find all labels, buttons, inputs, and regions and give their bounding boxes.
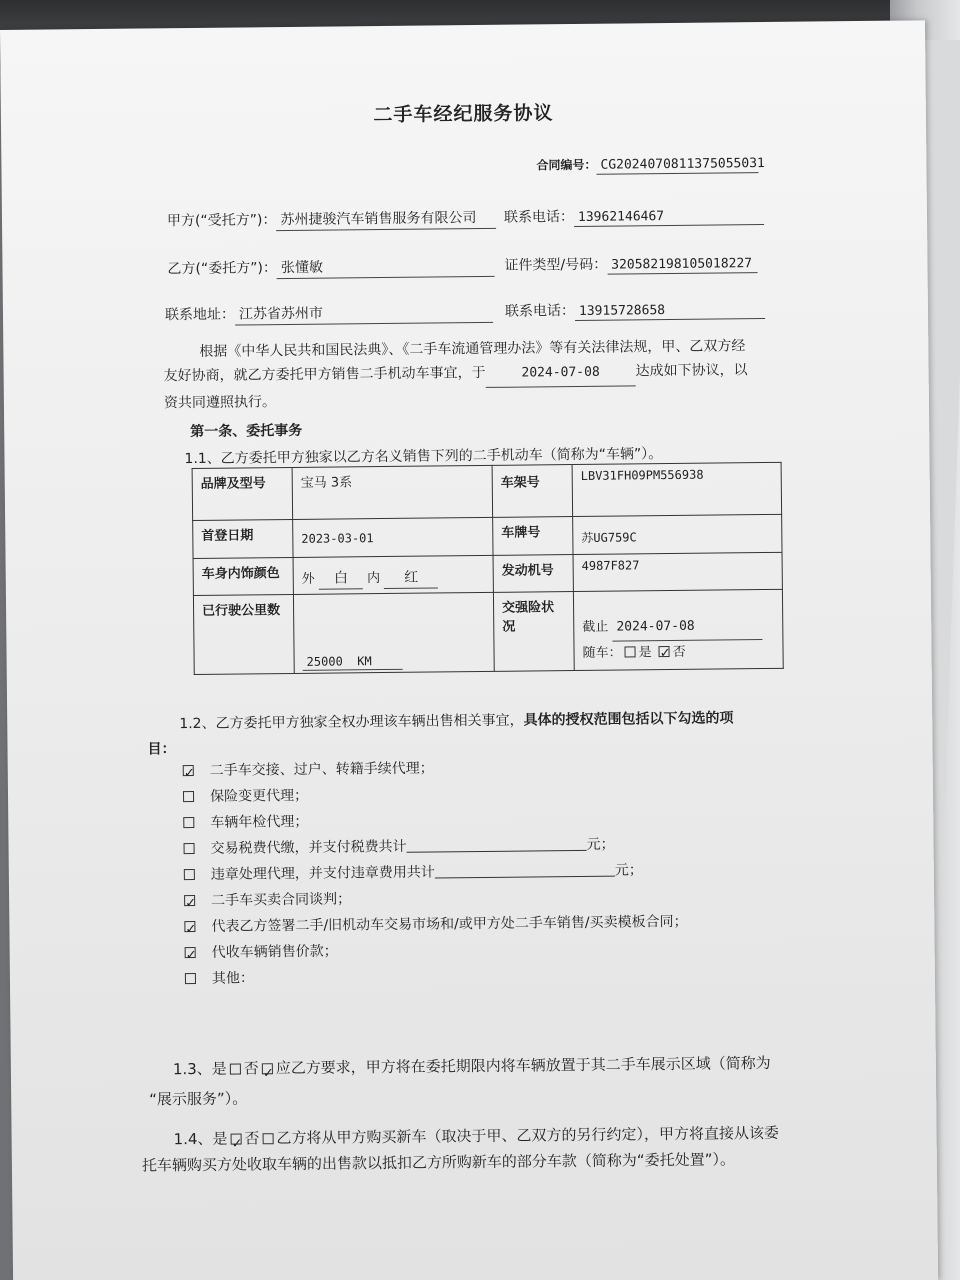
party-b-row [167, 255, 495, 280]
contract-number-value: CG2024070811375055031 [596, 156, 758, 175]
clause-1-1: 1.1、乙方委托甲方独家以乙方名义销售下列的二手机动车（简称为“车辆”）。 [184, 446, 663, 468]
insurance-until-label: 截止 [582, 619, 609, 635]
party-b-label: 乙方(“委托方”)： [167, 260, 278, 278]
color-in-value: 红 [384, 566, 438, 589]
insurance-cell [573, 589, 783, 670]
clause-1-2 [179, 706, 799, 736]
id-number: 320582198105018227 [607, 256, 757, 275]
clause-1-2-line2: 目： [147, 741, 176, 758]
authorization-checkbox[interactable] [185, 973, 196, 984]
insurance-label: 交强险状况 [493, 592, 574, 672]
with-car-yes-label: 是 [638, 645, 652, 661]
party-b-phone: 13915728658 [575, 302, 765, 321]
plate-label: 车牌号 [493, 517, 573, 556]
authorization-label: 代收车辆销售价款； [211, 943, 338, 961]
with-car-no-checkbox[interactable] [659, 646, 670, 657]
mileage-value [303, 654, 403, 671]
color-out-label: 外 [301, 571, 315, 587]
document-title: 二手车经纪服务协议 [373, 102, 554, 127]
amount-unit: 元； [614, 862, 643, 879]
mileage-unit: KM [357, 654, 372, 669]
authorization-checkbox[interactable] [183, 817, 194, 828]
clause-1-4-yes-label: 1.4、是 [173, 1129, 228, 1149]
authorization-label: 二手车交接、过户、转籍手续代理； [209, 760, 434, 779]
clause-1-3-line2: “展示服务”）。 [149, 1089, 248, 1109]
authorization-checkbox[interactable] [184, 843, 195, 854]
authorization-checkbox[interactable] [185, 947, 196, 958]
authorization-label: 其他： [211, 970, 255, 987]
preamble-text-b: 达成如下协议，以 [635, 362, 748, 380]
id-label: 证件类型/号码： [504, 256, 608, 274]
brand-value: 宝马 3系 [292, 465, 493, 519]
with-car-row [582, 640, 774, 666]
clause-1-3 [173, 1047, 833, 1084]
preamble-text-a: 友好协商，就乙方委托甲方销售二手机动车事宜，于 [163, 364, 486, 385]
clause-1-3-text: 应乙方要求，甲方将在委托期限内将车辆放置于其二手车展示区域（简称为 [275, 1053, 771, 1078]
address-label: 联系地址： [164, 306, 236, 324]
clause-1-4-line2: 托车辆购买方处收取车辆的出售款以抵扣乙方所购新车的部分车款（简称为“委托处置”）。 [141, 1150, 736, 1175]
preamble-line-3: 资共同遵照执行。 [163, 394, 276, 412]
party-b-phone-label: 联系电话： [504, 302, 576, 320]
clause-1-3-yes-label: 1.3、是 [172, 1059, 227, 1079]
contract-number-row [536, 154, 765, 175]
contract-number-label: 合同编号： [536, 157, 597, 173]
first-reg-label: 首登日期 [193, 519, 293, 558]
clause-1-2-bold: 具体的授权范围包括以下勾选的项 [523, 710, 734, 729]
with-car-yes-checkbox[interactable] [625, 646, 636, 657]
party-a-phone-row [504, 204, 764, 228]
address-row [165, 301, 493, 326]
clause-1-4-text: 乙方将从甲方购买新车（取决于甲、乙双方的另行约定），甲方将直接从该委 [276, 1123, 780, 1148]
authorization-item [181, 909, 687, 940]
authorization-checkbox[interactable] [183, 791, 194, 802]
mileage-number: 25000 [306, 654, 343, 669]
section-1-title: 第一条、委托事务 [190, 422, 303, 441]
party-a-row [167, 207, 497, 232]
mileage-cell [293, 592, 494, 673]
preamble-line-1: 根据《中华人民共和国民法典》、《二手车流通管理办法》等有关法律法规，甲、乙双方经 [199, 338, 746, 360]
authorization-item [182, 961, 688, 992]
color-label: 车身内饰颜色 [193, 557, 293, 595]
clause-1-4-no-label: 否 [244, 1129, 260, 1148]
engine-value: 4987F827 [573, 552, 782, 591]
preamble-date: 2024-07-08 [486, 360, 636, 388]
engine-label: 发动机号 [493, 555, 573, 593]
authorization-label: 代表乙方签署二手/旧机动车交易市场和/或甲方处二手车销售/买卖模板合同； [211, 913, 688, 935]
first-reg-value: 2023-03-01 [293, 517, 493, 557]
clause-1-4-yes-checkbox[interactable] [230, 1134, 241, 1145]
authorization-list [180, 753, 689, 992]
authorization-label: 车辆年检代理； [210, 813, 309, 831]
party-a-phone-label: 联系电话： [503, 209, 575, 226]
insurance-until-value: 2024-07-08 [612, 614, 762, 642]
clause-1-3-no-label: 否 [243, 1059, 259, 1078]
authorization-label: 保险变更代理； [209, 787, 309, 805]
party-b-name: 张懂敏 [277, 255, 495, 279]
authorization-checkbox[interactable] [183, 765, 194, 776]
party-a-name: 苏州捷骏汽车销售服务有限公司 [276, 207, 496, 231]
clause-1-4-no-checkbox[interactable] [262, 1133, 273, 1144]
color-value [293, 555, 493, 594]
party-a-label: 甲方(“受托方”)： [166, 212, 277, 230]
contract-page [0, 20, 938, 1280]
authorization-item [181, 857, 687, 888]
plate-value: 苏UG759C [573, 514, 782, 554]
color-out-value: 白 [319, 567, 363, 589]
party-b-phone-row [505, 298, 765, 322]
party-a-phone: 13962146467 [574, 208, 764, 227]
with-car-label: 随车： [582, 645, 622, 661]
clause-1-3-yes-checkbox[interactable] [230, 1064, 241, 1075]
amount-fill-line[interactable] [406, 837, 586, 853]
id-row [504, 252, 757, 276]
authorization-checkbox[interactable] [184, 895, 195, 906]
authorization-checkbox[interactable] [184, 869, 195, 880]
with-car-no-label: 否 [672, 644, 686, 660]
color-in-label: 内 [366, 571, 381, 587]
authorization-label: 交易税费代缴，并支付税费共计 [210, 838, 407, 857]
vehicle-table [192, 462, 784, 675]
amount-fill-line[interactable] [435, 863, 615, 879]
authorization-label: 二手车买卖合同谈判； [211, 891, 352, 909]
mileage-label: 已行驶公里数 [193, 594, 294, 674]
clause-1-2-text: 1.2、乙方委托甲方独家全权办理该车辆出售相关事宜， [179, 712, 524, 733]
address-value: 江苏省苏州市 [235, 301, 493, 326]
authorization-checkbox[interactable] [184, 921, 195, 932]
authorization-label: 违章处理代理，并支付违章费用共计 [210, 864, 435, 883]
brand-label: 品牌及型号 [192, 467, 293, 520]
preamble [163, 334, 774, 415]
vin-label: 车架号 [492, 465, 573, 518]
clause-1-3-no-checkbox[interactable] [262, 1063, 273, 1074]
insurance-until-row [582, 614, 774, 642]
vin-value: LBV31FH09PM556938 [572, 462, 782, 516]
amount-unit: 元； [586, 836, 615, 853]
